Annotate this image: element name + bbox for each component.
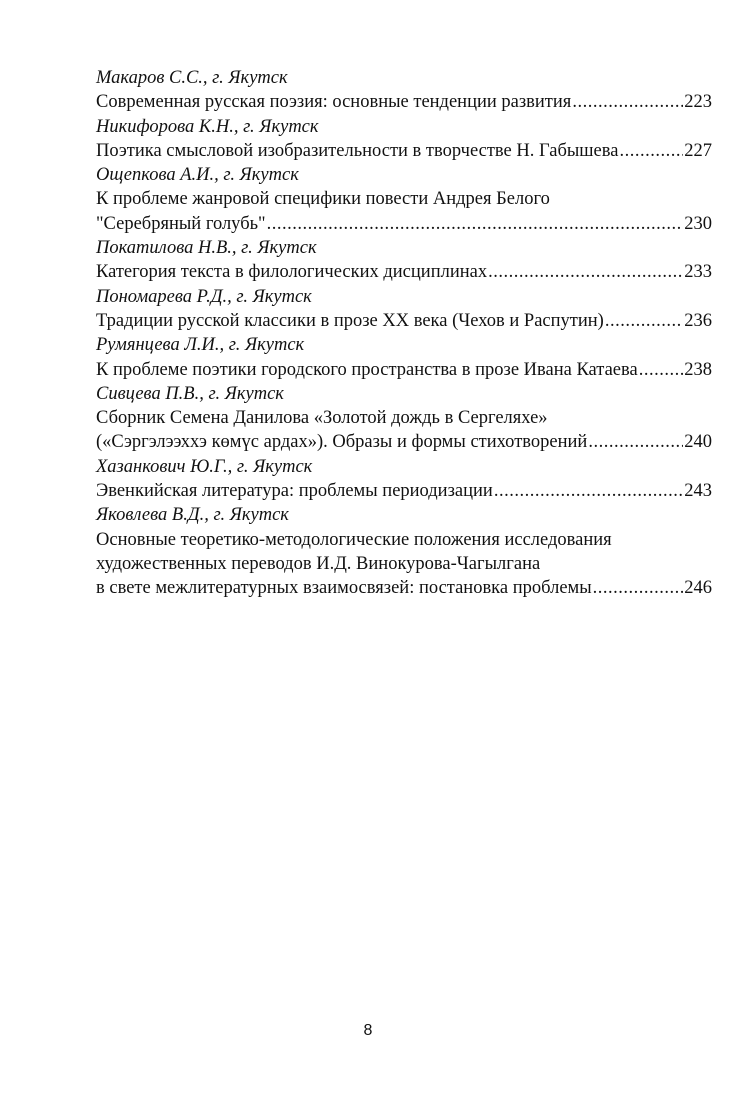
toc-page-number: 243: [684, 481, 712, 502]
toc-title-final-line: [96, 212, 712, 236]
toc-title-final-line: [96, 260, 712, 284]
toc-author: Пономарева Р.Д., г. Якутск: [96, 286, 312, 307]
toc-title-line: К проблеме жанровой специфики повести Андрея Белого: [96, 189, 550, 210]
toc-entry: [96, 503, 712, 600]
page-number: 8: [363, 1022, 373, 1039]
toc-entry: [96, 285, 712, 334]
toc-entry: [96, 236, 712, 285]
toc-title-text: в свете межлитературных взаимосвязей: постановка проблемы: [96, 578, 592, 599]
toc-page-number: 236: [684, 310, 712, 331]
toc-author: Хазанкович Ю.Г., г. Якутск: [96, 456, 313, 477]
table-of-contents: [96, 66, 712, 601]
dot-leader: [267, 212, 684, 236]
toc-title-final-line: [96, 309, 712, 333]
dot-leader: [605, 309, 683, 333]
toc-entries: [96, 66, 712, 601]
toc-title-line: художественных переводов И.Д. Винокурова-Чагылгана: [96, 553, 541, 574]
toc-author: Румянцева Л.И., г. Якутск: [96, 335, 305, 356]
dot-leader: [488, 260, 683, 284]
toc-title-text: "Серебряный голубь": [96, 213, 266, 234]
toc-entry: [96, 115, 712, 164]
toc-title-text: Поэтика смысловой изобразительности в творчестве Н. Габышева: [96, 140, 619, 161]
toc-title-final-line: [96, 576, 712, 600]
toc-entry: [96, 66, 712, 115]
toc-author: Яковлева В.Д., г. Якутск: [96, 505, 289, 526]
toc-title-final-line: [96, 90, 712, 114]
toc-title-line: Сборник Семена Данилова «Золотой дождь в Сергеляхе»: [96, 408, 548, 429]
toc-title-final-line: [96, 358, 712, 382]
toc-page-number: 230: [684, 213, 712, 234]
toc-page-number: 238: [684, 359, 712, 380]
toc-page-number: 246: [684, 578, 712, 599]
toc-page-number: 233: [684, 262, 712, 283]
toc-title-text: Эвенкийская литература: проблемы периодизации: [96, 481, 493, 502]
toc-entry: [96, 382, 712, 455]
toc-author: Покатилова Н.В., г. Якутск: [96, 238, 317, 259]
toc-title-text: Современная русская поэзия: основные тенденции развития: [96, 92, 572, 113]
toc-page-number: 227: [684, 140, 712, 161]
toc-title-text: К проблеме поэтики городского пространства в прозе Ивана Катаева: [96, 359, 638, 380]
toc-author: Никифорова К.Н., г. Якутск: [96, 116, 319, 137]
toc-title-text: Традиции русской классики в прозе XX века (Чехов и Распутин): [96, 310, 604, 331]
toc-author: Макаров С.С., г. Якутск: [96, 68, 288, 88]
toc-entry: [96, 163, 712, 236]
toc-title-line: Основные теоретико-методологические положения исследования: [96, 529, 612, 550]
dot-leader: [572, 90, 683, 114]
toc-page-number: 223: [684, 92, 712, 113]
toc-title-final-line: [96, 139, 712, 163]
dot-leader: [619, 139, 683, 163]
toc-author: Сивцева П.В., г. Якутск: [96, 383, 284, 404]
toc-title-text: («Сэргэлээххэ көмүс ардах»). Образы и формы стихотворений: [96, 432, 588, 453]
toc-entry: [96, 333, 712, 382]
dot-leader: [639, 358, 684, 382]
toc-title-final-line: [96, 430, 712, 454]
dot-leader: [494, 479, 683, 503]
dot-leader: [588, 430, 683, 454]
toc-page-number: 240: [684, 432, 712, 453]
toc-entry: [96, 455, 712, 504]
dot-leader: [593, 576, 684, 600]
toc-author: Ощепкова А.И., г. Якутск: [96, 165, 299, 186]
toc-title-final-line: [96, 479, 712, 503]
toc-title-text: Категория текста в филологических дисциплинах: [96, 262, 488, 283]
